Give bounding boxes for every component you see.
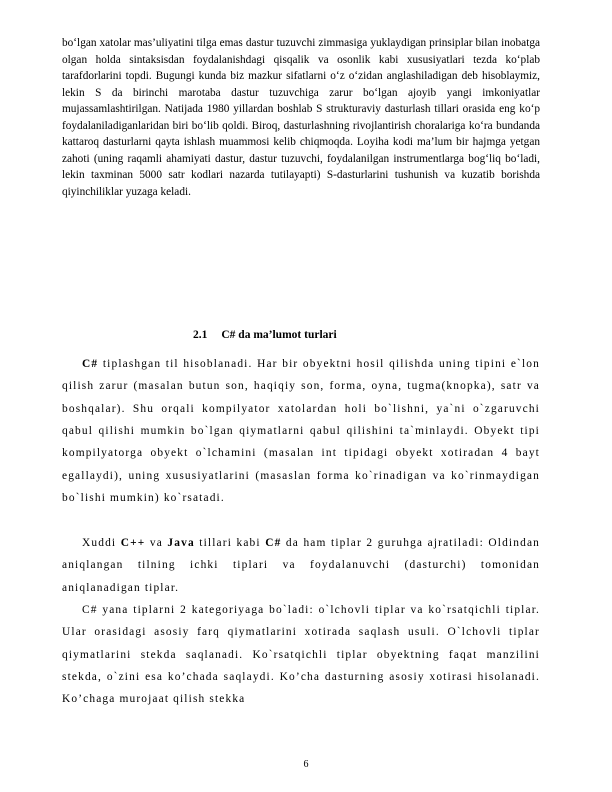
paragraph-text: da ham tiplar 2 guruhga ajratiladi: Oldindan aniqlangan tilning ichki tiplari va foydalanuvchi (dasturchi) tomonidan aniqlanadigan tiplar. xyxy=(62,537,540,594)
section-number: 2.1 xyxy=(193,329,208,341)
paragraph-text: tillari kabi xyxy=(194,537,266,549)
page-number: 6 xyxy=(303,759,309,770)
body-paragraph-2 xyxy=(62,532,540,599)
body-paragraph-3: C# yana tiplarni 2 kategoriyaga bo`ladi: o`lchovli tiplar va ko`rsatqichli tiplar. Ular orasidagi asosiy farq qiymatlarini xotirada saqlash usuli. O`lchovli tiplar qiymatlarini stekda saqlanadi. Ko`rsatqichli tiplar obyektning faqat manzilini stekda, o`zini esa ko’chada saqlaydi. Ko’cha dasturning asosiy xotirasi hisolanadi. Ko’chaga murojaat qilish stekka xyxy=(62,604,540,706)
body-paragraph-1 xyxy=(62,353,540,509)
section-heading xyxy=(193,329,493,341)
paragraph-text: tiplashgan til hisoblanadi. Har bir obyektni hosil qilishda uning tipini e`lon qilish zarur (masalan butun son, haqiqiy son, forma, oyna, tugma(knopka), satr va boshqalar). Shu orqali kompilyator xatolardan holi bo`lishni, ya`ni o`zgaruvchi qabul qilishi mumkin bo`lgan qiymatlarni qabul qilishini ta`minlaydi. Obyekt tipi kompilyatorga obyekt o`lchamini (masalan int tipidagi obyekt xotiradan 4 bayt egallaydi), uning xususiyatlarini (masaslan forma ko`rinadigan va ko`rinmaydigan bo`lishi mumkin) ko`rsatadi. xyxy=(62,358,540,505)
bold-term: C++ xyxy=(120,537,146,549)
section-title: C# da ma’lumot turlari xyxy=(221,329,337,341)
bold-term: C# xyxy=(265,537,282,549)
intro-paragraph: bo‘lgan xatolar mas’uliyatini tilga emas dastur tuzuvchi zimmasiga yuklaydigan prinsiplar bilan inobatga olgan holda sintaksisdan foydalanishdagi qisqalik va osonlik kabi xususiyatlari tezda ko‘plab tarafdorlarini topdi. Bugungi kunda biz mazkur sifatlarni o‘z o‘zidan anglashiladigan deb hisoblaymiz, lekin S da birinchi marotaba dastur tuzuvchiga zarur bo‘lgan ajoyib yangi imkoniyatlar mujassamlashtirilgan. Natijada 1980 yillardan boshlab S strukturaviy dasturlash tillari orasida eng ko‘p foydalaniladiganlaridan biri bo‘lib qoldi. Biroq, dasturlashning rivojlantirish choralariga ko‘ra bundanda kattaroq dasturlarni qayta ishlash muammosi kelib chiqmoqda. Loyiha kodi ma’lum bir hajmga yetgan zahoti (uning raqamli ahamiyati dastur, dastur tuzuvchi, foydalanilgan instrumentlarga bog‘liq bo‘ladi, lekin taxminan 5000 satr kodlari nazarda tutilayapti) S-dasturlarini tushunish va kuzatib borishda qiyinchiliklar yuzaga keladi. xyxy=(62,37,540,198)
bold-term: Java xyxy=(167,537,195,549)
paragraph-text: va xyxy=(145,537,168,549)
paragraph-text: Xuddi xyxy=(82,537,121,549)
bold-term: C# xyxy=(82,358,99,370)
